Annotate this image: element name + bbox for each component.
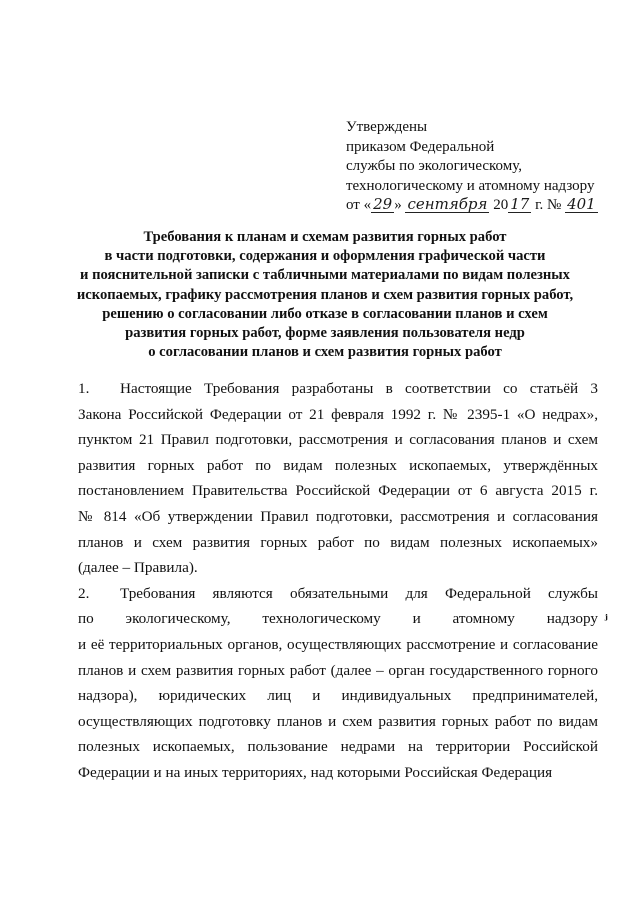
paragraph-number: 1. (78, 380, 90, 397)
text-line-content: надзора), юридических лиц и индивидуальных предпринимателей, (78, 687, 598, 705)
text-line (78, 453, 598, 479)
text-line (78, 504, 598, 530)
approval-line: службы по экологическому, (346, 158, 522, 174)
document-body (78, 376, 598, 786)
title-line: Требования к планам и схемам развития горных работ (143, 229, 507, 245)
text-line (78, 478, 598, 504)
date-prefix: от « (346, 197, 372, 213)
title-line: развития горных работ, форме заявления пользователя недр (125, 325, 525, 342)
paragraph-1 (78, 376, 598, 581)
text-line (78, 658, 598, 684)
text-line-content: Закона Российской Федерации от 21 февраля 1992 г. № 2395-1 «О недрах», (78, 405, 598, 423)
text-line-content: № 814 «Об утверждении Правил подготовки, рассмотрения и согласования (78, 507, 598, 525)
text-line (78, 530, 598, 556)
text-line-content: планов и схем развития горных работ (далее – орган государственного горного (78, 661, 598, 679)
text-line (78, 606, 598, 632)
margin-mark: ⱼ (604, 608, 608, 622)
text-line (78, 427, 598, 453)
approval-block (346, 118, 598, 216)
handwritten-month: сентября (407, 195, 488, 213)
text-line-content: постановлением Правительства Российской Федерации от 6 августа 2015 г. (78, 482, 598, 500)
paragraph-number: 2. (78, 584, 90, 602)
title-line: о согласовании планов и схем развития горных работ (148, 344, 502, 361)
title-line: ископаемых, графику рассмотрения планов и схем развития горных работ, (76, 286, 574, 303)
approval-line: технологическому и атомному надзору (346, 177, 595, 194)
text-line-content: Федерации и на иных территориях, над которыми Российская Федерация (78, 763, 553, 781)
text-line-content: по экологическому, технологическому и атомному надзору (78, 610, 598, 628)
text-line (78, 760, 598, 786)
handwritten-day: 29 (373, 195, 393, 213)
approval-date-line (346, 196, 598, 216)
title-line: в части подготовки, содержания и оформления графической части (104, 248, 546, 265)
text-line-content: планов и схем развития горных работ по видам полезных ископаемых» (78, 533, 598, 551)
title-line: и пояснительной записки с табличными материалами по видам полезных (80, 267, 570, 284)
number-label: г. № (535, 197, 562, 213)
text-line (78, 709, 598, 735)
text-line (78, 402, 598, 428)
text-line-content: (далее – Правила). (78, 559, 198, 577)
text-line-content: полезных ископаемых, пользование недрами на территории Российской (78, 738, 598, 756)
handwritten-year: 17 (510, 195, 530, 213)
text-line (78, 581, 598, 607)
text-line-content: пунктом 21 Правил подготовки, рассмотрения и согласования планов и схем (78, 431, 598, 449)
text-line-content: Требования являются обязательными для Федеральной службы (120, 584, 598, 602)
text-line (78, 632, 598, 658)
text-line-content: развития горных работ по видам полезных ископаемых, утверждённых (78, 456, 598, 474)
text-line (78, 555, 598, 581)
document-title (60, 228, 590, 362)
text-line-content: осуществляющих подготовку планов и схем развития горных работ по видам (78, 712, 598, 730)
title-line: решению о согласовании либо отказе в согласовании планов и схем (102, 305, 548, 322)
handwritten-number: 401 (567, 195, 596, 213)
text-line (78, 376, 598, 402)
text-line (78, 734, 598, 760)
paragraph-2 (78, 581, 598, 786)
approval-line: приказом Федеральной (346, 138, 495, 155)
text-line-content: и её территориальных органов, осуществляющих рассмотрение и согласование (78, 635, 598, 653)
text-line (78, 683, 598, 709)
year-prefix: 20 (493, 197, 509, 213)
approval-line: Утверждены (346, 119, 428, 135)
text-line-content: Настоящие Требования разработаны в соответствии со статьёй 3 (120, 380, 598, 397)
date-mid: » (394, 197, 402, 213)
